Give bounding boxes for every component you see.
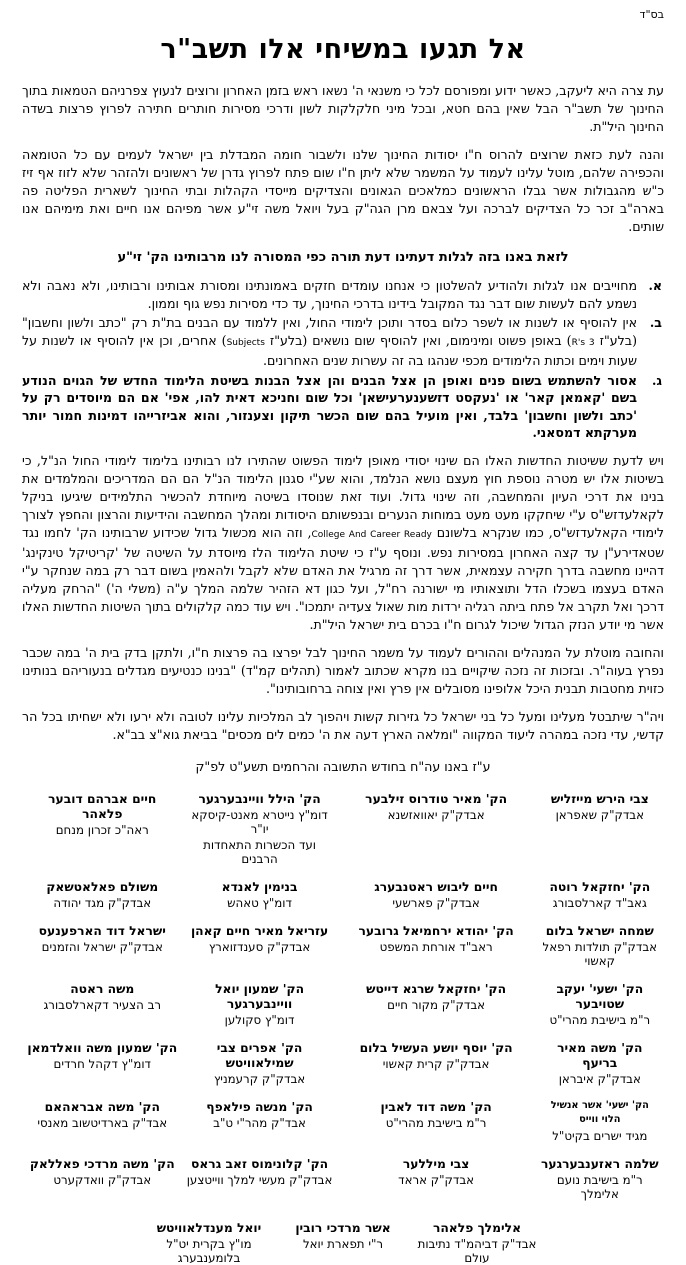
signatory-title: דומ"ץ טאהש bbox=[227, 895, 292, 910]
signatory-title: אבדק"ק תולדות רפאל קאשוי bbox=[542, 939, 658, 968]
signatory-name: הק' הילל וויינבערגער bbox=[198, 790, 321, 806]
signatory-name: הק' שמעון יואל וויינבערגער bbox=[215, 980, 305, 1011]
signatory-name: צבי מיללער bbox=[402, 1155, 470, 1171]
clause-bet bbox=[22, 314, 664, 370]
signatory-name: שלמה ראזענבערגער bbox=[540, 1155, 659, 1171]
signatures-bottom-row bbox=[142, 1220, 544, 1265]
clause-gimel bbox=[22, 372, 664, 442]
signature-cell bbox=[337, 981, 536, 1027]
signatory-name: הק' משה מאיר בריעף bbox=[557, 1039, 643, 1070]
declaration-line: לזאת באנו בזה לגלות דעתינו דעת תורה כפי המסורה לנו מרבותינו הק' זי"ע bbox=[117, 250, 569, 265]
signatory-title: אבדק"ק אראד bbox=[398, 1172, 475, 1187]
signatory-name: ישראל דוד הארפענעס bbox=[38, 922, 166, 938]
signatory-name: אלימלך פלאהר bbox=[432, 1219, 522, 1235]
signature-cell bbox=[183, 923, 337, 968]
signature-cell bbox=[536, 879, 664, 910]
signatory-name: יואל מענדלאוויטש bbox=[156, 1219, 262, 1235]
signatory-title: אבד"ק בארדיטשוב מאנסי bbox=[37, 1115, 168, 1130]
signature-cell bbox=[276, 1220, 410, 1265]
signature-cell bbox=[536, 923, 664, 968]
signatory-title: מו"ץ בקרית יט"ל בלומענבערג bbox=[166, 1236, 252, 1265]
signatory-title: דומ"ץ סקולען bbox=[224, 1012, 295, 1027]
signatory-name: משולם פאלאטשאק bbox=[46, 878, 159, 894]
signatory-title: מגיד ישרים בקיט"ל bbox=[552, 1128, 648, 1143]
signatory-title: אבדק"ק יאוואזשנא bbox=[387, 807, 485, 822]
signature-cell bbox=[337, 791, 536, 866]
signatory-name: הק' אפרים צבי שמילאוויטש bbox=[216, 1039, 303, 1070]
signatory-title: אבדק"ק קרעמניץ bbox=[213, 1071, 306, 1086]
signatory-name: שמחה ישראל בלום bbox=[545, 922, 654, 938]
signatory-name: אשר מרדכי רובין bbox=[295, 1219, 391, 1235]
signatory-name: הק' ישעי' אשר אנשיל הלוי ווייס bbox=[550, 1099, 649, 1125]
paragraph-5: ויה"ר שיתבטל מעלינו ומעל כל בני ישראל כל גזירות קשות ויהפוך לב המלכיות עלינו לטובה ולא ירעו ולא ישחיתו בכל הר קדשי, עדי נזכה במהרה ליעוד המקווה "ומלאה הארץ דעה את ה' כמים לים מכסים" בביאת גוא"צ בב"א. bbox=[22, 708, 664, 742]
page-title: אל תגעו במשיחי אלו תשב"ר bbox=[160, 34, 526, 65]
signatory-name: הק' משה דוד לאבין bbox=[380, 1098, 492, 1114]
signatory-title: אבד"ק דביהמ"ד נתיבות עולם bbox=[417, 1236, 537, 1265]
paragraph-4: והחובה מוטלת על המנהלים וההורים לעמוד על משמר החינוך לבל יפרצו בה פרצות ח"ו, ולתקן בדק בית ה' במה שכבר נפרץ בעוה"ר. ובזכות זה נזכה שיקויים בנו מקרא שכתוב לאמור (תהלים קמ"ד) "בנינו כנטיעים מגדלים בנעוריהם בנותינו כזוית מחטבות תבנית היכל אלופינו מסובלים אין פרץ ואין צוחה ברחובותינו". bbox=[22, 644, 664, 696]
signature-cell bbox=[337, 1040, 536, 1086]
signatory-name: עזריאל מאיר חיים קאהן bbox=[190, 922, 329, 938]
signatory-title: רב הצעיר דקארלסבורג bbox=[43, 997, 162, 1012]
signature-cell bbox=[183, 1099, 337, 1143]
signatory-title: אבדק"ק מגד יהודה bbox=[53, 895, 152, 910]
signature-cell bbox=[22, 1156, 183, 1201]
signatory-title: ראה"כ זכרון מנחם bbox=[55, 822, 149, 837]
paragraph-2: והנה לעת כזאת שרוצים להרוס ח"ו יסודות החינוך שלנו ולשבור חומה המבדלת בין ישראל לעמים עם כל הטומאה והכפירה שלהם, מוטל עלינו לעמוד על המשמר שלא ליתן ח"ו שום פתח לפרוץ גדרן של ראשונים ולהזהר שלא לזוז אף זיז כ"ש מהגבולות אשר גבלו הראשונים כמלאכים הגאונים והצדיקים מייסדי הקהלות ובתי החינוך לשארית הפליטה פה בארה"ב זכר כל הצדיקים לברכה ועל צבאם מרן הגה"ק בעל ויואל משה זי"ע אשר מפיהם אנו חיים ואת מימיהם אנו שותים. bbox=[22, 147, 664, 234]
signature-cell bbox=[183, 981, 337, 1027]
signature-cell bbox=[536, 791, 664, 866]
signatory-title: דומ"ץ דקהל חרדים bbox=[53, 1056, 151, 1071]
signing-date-line: ע"ז באנו עה"ח בחודש התשובה והרחמים תשע"ט לפ"ק bbox=[195, 758, 491, 774]
signatory-name: חיים ליבוש ראטנבערג bbox=[374, 878, 498, 894]
signature-cell bbox=[337, 1156, 536, 1201]
signatory-title: אבדק"ק מעשי למלך ווייטצען bbox=[186, 1172, 333, 1187]
signatory-title: ר"י תפארת יואל bbox=[302, 1236, 384, 1251]
signatory-name: הק' שמעון משה וואלדמאן bbox=[27, 1039, 178, 1055]
signatory-title: אבדק"ק פארשעי bbox=[392, 895, 480, 910]
signature-cell bbox=[22, 791, 183, 866]
paragraph-3: ויש לדעת ששיטות החדשות האלו הם שינוי יסודי מאופן לימוד הפשוט שהתירו לנו רבותינו בלימוד לימודי החול הנ"ל, כי בשיטות אלו יש מטרה נוספת חוץ מעצם נושא הנלמד, והוא שע"י סגנון הלימוד הנ"ל הם הם המדריכים והמלמדים את בנינו את דרכי העיון והמחשבה, וזה שינוי גדול. ועוד זאת שנוסדו בשיטה מיוחדת להכשיר התלמידים שיגיעו בניקל לקאלעדזש"ס ע"י שיחקקו מעט מעט במוחות הנערים ובנפשותם היסודות ומהלך המחשבה והידיעות והרצון והחפץ לצורך לימודי הקאלעדזש"ס, כמו שנקרא בלשונם College And Career Ready, וזה הוא מכשול גדול שכידוע שרבותינו הק' לחמו נגד שטאדירע"ן עד קצה האחרון במסירות נפש. ונוסף ע"ז כי שיטת הלימוד הלז מיוסדת על השיטה של 'קריטיקל טינקינג' דהיינו מחשבה בדרך חקירה עצמאית, אשר דרך זה מרגיל את האדם שלא לקבל ולהאמין בשום דבר רק במה שנחקר ע"י האדם בעצמו בשכלו הדל ותוצאותיו מי ישורנה רח"ל, ועל כגון דא הזהיר שלמה המלך ע"ה (משלי ה') "הרחק מעליה דרכך ואל תקרב אל פתח ביתה רגליה ירדות מות שאול צעדיה יתמכו". ויש עוד כמה קלקולים בתוך השיטות החדשות האלו אשר מי יודע הנזק הגדול שיכול לגרום ח"ו בכרם בית ישראל היל"ת. bbox=[22, 452, 664, 632]
signatory-title: אבדק"ק וואדקערט bbox=[53, 1172, 152, 1187]
signature-cell bbox=[183, 791, 337, 866]
signature-cell bbox=[337, 923, 536, 968]
signatory-name: הק' יהודא ירחמיאל גרובער bbox=[358, 922, 514, 938]
signatory-name: הק' מאיר טודרוס זילבער bbox=[365, 790, 508, 806]
signature-cell bbox=[183, 879, 337, 910]
signatory-name: משה ראטה bbox=[70, 980, 135, 996]
signatory-title-line2: ועד הכשרות התאחדות הרבנים bbox=[203, 837, 317, 866]
signature-cell bbox=[22, 1040, 183, 1086]
signatory-title: אבדק"ק איבראן bbox=[558, 1071, 641, 1086]
bsd-header: בס"ד bbox=[639, 8, 664, 21]
signatory-title: אבדק"ק סענדזוארץ bbox=[208, 939, 311, 954]
clause-aleph-text: מחוייבים אנו לגלות ולהודיע להשלטון כי אנחנו עומדים חזקים באמונתינו ומסורת אבותינו ורבותינו, ולא נאבה ולא נשמע להם לעשות שום דבר נגד המקובל בידינו בדרכי החינוך, עד כדי מסירות נפש גוף וממון. bbox=[22, 278, 637, 311]
signature-cell bbox=[22, 981, 183, 1027]
signature-cell bbox=[536, 981, 664, 1027]
signature-cell bbox=[22, 1099, 183, 1143]
signatory-name: הק' יוסף יושע העשיל בלום bbox=[359, 1039, 513, 1055]
clause-gimel-text: אסור להשתמש בשום פנים ואופן הן אצל הבנים והן אצל הבנות בשיטת הלימוד החדש של הגוים הנודע בשם 'קאמאן קאר' או 'נעקסט דזשענערעישאן' וכל שום וחניכא דאית להו, אפי' אם הם מיוסדים רק על 'כתב ולשון וחשבון' בלבד, ואין מועיל בהם שום הכשר תיקון וצענזור, והוא אביזרייהו דמינות חמור יותר מערקתא דמסאני. bbox=[22, 372, 637, 440]
signatory-title: ר"מ בישיבת נועם אלימלך bbox=[556, 1172, 643, 1201]
paragraph-1: עת צרה היא ליעקב, כאשר ידוע ומפורסם לכל כי משנאי ה' נשאו ראש בזמן האחרון ורוצים לנעוץ צפרניהם הטמאות בתוך החינוך של תשב"ר הבל שאין בהם חטא, ובכל מיני חלקלקות לשון ודרכי מסירות חותרים חתירה לפרוץ פרצות בשדה החינוך היל"ת. bbox=[22, 83, 664, 134]
signature-cell bbox=[22, 923, 183, 968]
signatory-name: הק' מנשה פילאפף bbox=[206, 1098, 313, 1114]
signature-cell bbox=[410, 1220, 544, 1265]
signatory-name: הק' יחזקאל שרגא דייטש bbox=[366, 980, 507, 996]
signatory-name: הק' ישעי' יעקב שטויבער bbox=[556, 980, 644, 1011]
signature-cell bbox=[183, 1040, 337, 1086]
signature-cell bbox=[337, 879, 536, 910]
clause-aleph-label: א. bbox=[648, 278, 662, 293]
signatory-title: גאב"ד קארלסבורג bbox=[552, 895, 647, 910]
signature-cell bbox=[183, 1156, 337, 1201]
signatory-title: אבדק"ק קרית קאשוי bbox=[382, 1056, 490, 1071]
signatory-title: אבדק"ק ישראל והזמנים bbox=[41, 939, 163, 954]
signatures-grid bbox=[22, 791, 664, 1201]
signature-cell bbox=[536, 1099, 664, 1143]
clause-list bbox=[22, 277, 664, 442]
signature-cell bbox=[142, 1220, 276, 1265]
signatory-title: ר"מ בישיבת מהרי"ט bbox=[549, 1012, 651, 1027]
clause-gimel-label: ג. bbox=[651, 372, 662, 388]
signatory-name: הק' קלונימוס זאב גראס bbox=[191, 1155, 329, 1171]
signatory-name: חיים אברהם דובער פלאהר bbox=[48, 790, 157, 821]
signature-cell bbox=[536, 1040, 664, 1086]
signatory-name: הק' משה אבראהאם bbox=[44, 1098, 160, 1114]
signature-cell bbox=[22, 879, 183, 910]
signature-cell bbox=[536, 1156, 664, 1201]
clause-bet-label: ב. bbox=[649, 315, 662, 330]
signatory-title: אבדק"ק שאפראן bbox=[555, 807, 645, 822]
signatory-title: ראב"ד אורחת המשפט bbox=[379, 939, 493, 954]
clause-bet-text: אין להוסיף או לשנות או לשפר כלום בסדר ותוכן לימודי החול, ואין ללמוד עם הבנים בת"ת רק "כתב ולשון וחשבון" (בלע"ז 3 R's) באופן פשוט ומינימום, ואין להוסיף שום נושאים (בלע"ז Subjects) אחרים, וכן אין להוסיף או לשנות על שעות וימים וכתות הלימודים מכפי שנהגו בה זה עשרות שנים האחרונים. bbox=[22, 315, 637, 368]
signatory-title: אבד"ק מהר"י ט"ב bbox=[213, 1115, 306, 1130]
signatory-name: בנימין לאנדא bbox=[221, 878, 298, 894]
signatory-name: הק' יחזקאל רוטה bbox=[549, 878, 651, 894]
clause-aleph bbox=[22, 277, 664, 312]
signatory-name: הק' משה מרדכי פאללאק bbox=[29, 1155, 175, 1171]
signatory-title: דומ"ץ נייטרא מאנט-קיסקא יו"ר bbox=[191, 807, 328, 836]
signatory-title: ר"מ בישיבת מהרי"ט bbox=[385, 1115, 487, 1130]
signatory-title: אבדק"ק מקור חיים bbox=[387, 997, 486, 1012]
signatory-name: צבי הירש מייזליש bbox=[550, 790, 649, 806]
signature-cell bbox=[337, 1099, 536, 1143]
